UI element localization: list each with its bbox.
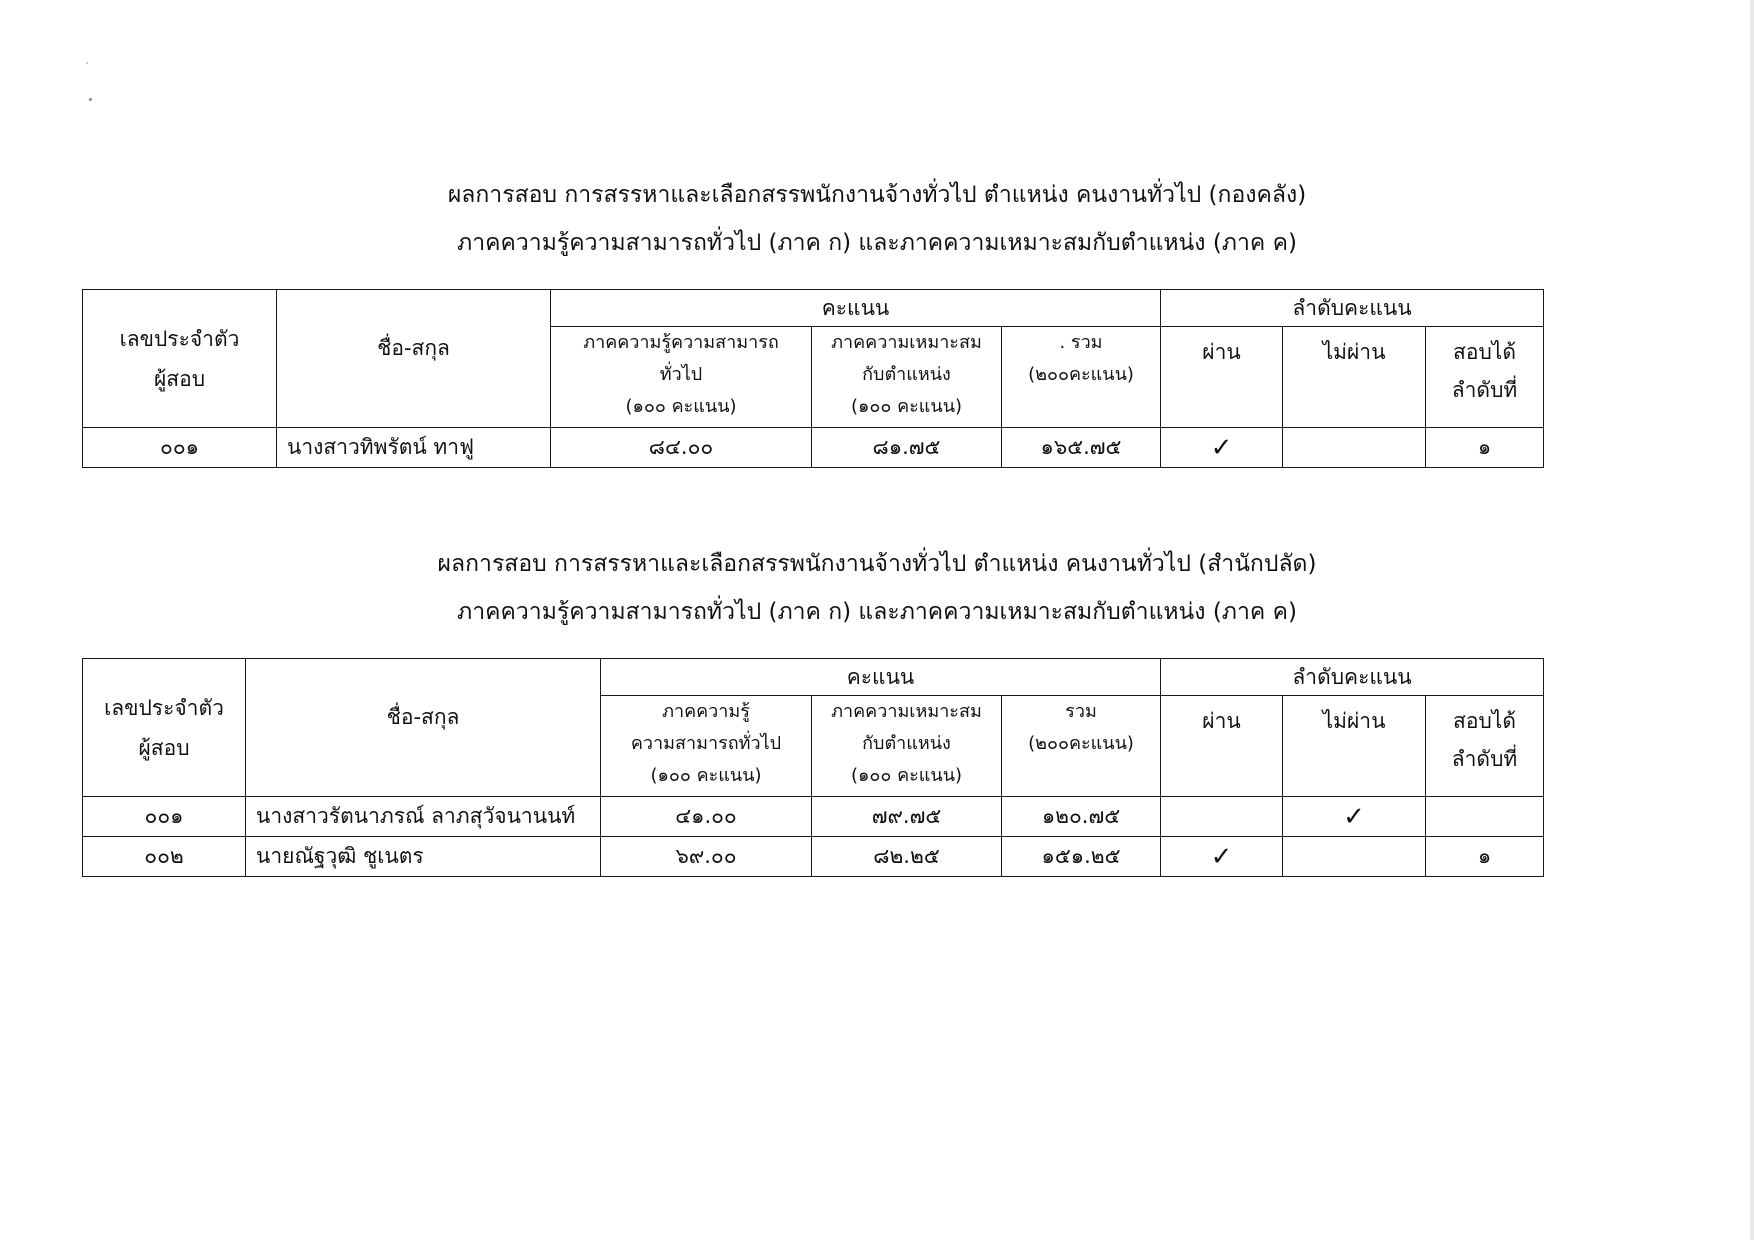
fail-cell (1283, 837, 1426, 877)
pass-cell (1161, 428, 1283, 468)
header-candidate-id: เลขประจำตัว ผู้สอบ (83, 290, 277, 428)
header-score-group: คะแนน (551, 290, 1161, 327)
section-2-title-line-2: ภาคความรู้ความสามารถทั่วไป (ภาค ก) และภาคความเหมาะสมกับตำแหน่ง (ภาค ค) (457, 599, 1297, 625)
header-total-score: รวม (๒๐๐คะแนน) (1002, 696, 1161, 797)
fail-cell (1283, 428, 1426, 468)
knowledge-score: ๖๙.๐๐ (601, 837, 812, 877)
header-suitability-score: ภาคความเหมาะสม กับตำแหน่ง (๑๐๐ คะแนน) (812, 327, 1002, 428)
header-full-name: ชื่อ-สกุล (246, 659, 601, 797)
section-2-results-table (82, 658, 1544, 877)
header-pass: ผ่าน (1161, 327, 1283, 428)
table-row (83, 837, 1544, 877)
rank-value: ๑ (1426, 428, 1544, 468)
header-suitability-score: ภาคความเหมาะสม กับตำแหน่ง (๑๐๐ คะแนน) (812, 696, 1002, 797)
rank-value: ๑ (1426, 837, 1544, 877)
suitability-score: ๘๒.๒๕ (812, 837, 1002, 877)
section-2-title-line-1: ผลการสอบ การสรรหาและเลือกสรรพนักงานจ้างทั่วไป ตำแหน่ง คนงานทั่วไป (สำนักปลัด) (437, 551, 1317, 577)
total-score: ๑๖๕.๗๕ (1002, 428, 1161, 468)
candidate-name: นางสาวทิพรัตน์ ทาฟู (277, 428, 551, 468)
header-rank: สอบได้ ลำดับที่ (1426, 696, 1544, 797)
header-rank-group: ลำดับคะแนน (1161, 659, 1544, 696)
header-rank: สอบได้ ลำดับที่ (1426, 327, 1544, 428)
header-candidate-id: เลขประจำตัว ผู้สอบ (83, 659, 246, 797)
knowledge-score: ๔๑.๐๐ (601, 797, 812, 837)
candidate-name: นางสาวรัตนาภรณ์ ลาภสุวัจนานนท์ (246, 797, 601, 837)
checkmark-icon: ✓ (1343, 801, 1365, 832)
header-score-group: คะแนน (601, 659, 1161, 696)
fail-cell (1283, 797, 1426, 837)
total-score: ๑๕๑.๒๕ (1002, 837, 1161, 877)
candidate-id: ๐๐๒ (83, 837, 246, 877)
candidate-name: นายณัฐวุฒิ ชูเนตร (246, 837, 601, 877)
table-row (83, 797, 1544, 837)
section-1-title-line-1: ผลการสอบ การสรรหาและเลือกสรรพนักงานจ้างทั่วไป ตำแหน่ง คนงานทั่วไป (กองคลัง) (447, 182, 1307, 208)
checkmark-icon: ✓ (1210, 841, 1233, 872)
suitability-score: ๗๙.๗๕ (812, 797, 1002, 837)
header-knowledge-score: ภาคความรู้ความสามารถ ทั่วไป (๑๐๐ คะแนน) (551, 327, 812, 428)
header-full-name: ชื่อ-สกุล (277, 290, 551, 428)
pass-cell (1161, 837, 1283, 877)
scan-speck (89, 98, 92, 101)
suitability-score: ๘๑.๗๕ (812, 428, 1002, 468)
checkmark-icon: ✓ (1210, 432, 1233, 463)
section-1-title-line-2: ภาคความรู้ความสามารถทั่วไป (ภาค ก) และภาคความเหมาะสมกับตำแหน่ง (ภาค ค) (457, 230, 1297, 256)
scan-speck (86, 62, 88, 64)
knowledge-score: ๘๔.๐๐ (551, 428, 812, 468)
candidate-id: ๐๐๑ (83, 797, 246, 837)
header-pass: ผ่าน (1161, 696, 1283, 797)
pass-cell (1161, 797, 1283, 837)
header-total-score: . รวม (๒๐๐คะแนน) (1002, 327, 1161, 428)
total-score: ๑๒๐.๗๕ (1002, 797, 1161, 837)
section-1-results-table (82, 289, 1544, 468)
header-knowledge-score: ภาคความรู้ ความสามารถทั่วไป (๑๐๐ คะแนน) (601, 696, 812, 797)
header-fail: ไม่ผ่าน (1283, 327, 1426, 428)
candidate-id: ๐๐๑ (83, 428, 277, 468)
rank-value (1426, 797, 1544, 837)
header-rank-group: ลำดับคะแนน (1161, 290, 1544, 327)
header-fail: ไม่ผ่าน (1283, 696, 1426, 797)
table-row (83, 428, 1544, 468)
